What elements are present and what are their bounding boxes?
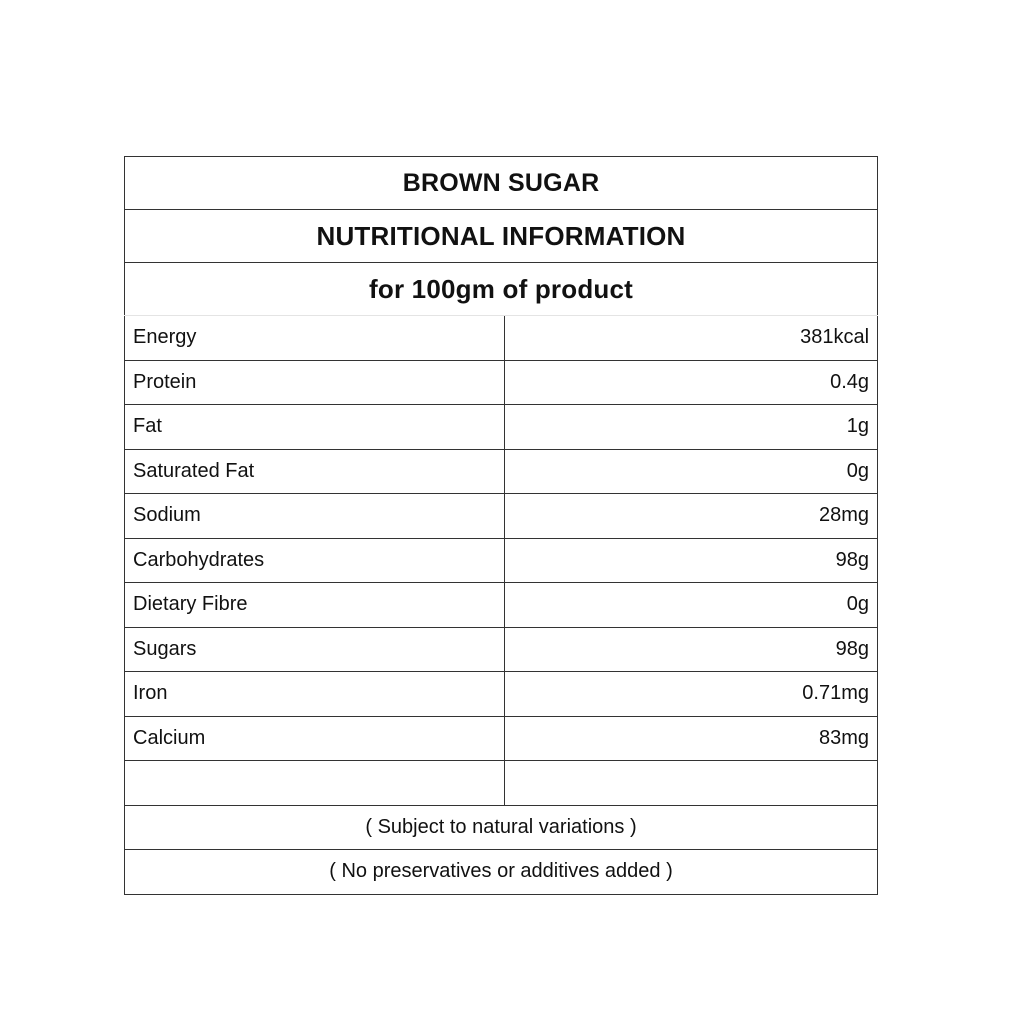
nutrient-row: [125, 716, 878, 761]
nutrient-value: 0.4g: [505, 360, 878, 405]
nutrient-name: Sodium: [125, 494, 505, 539]
nutrient-value: 83mg: [505, 716, 878, 761]
nutrient-row: [125, 627, 878, 672]
nutrient-row: [125, 672, 878, 717]
nutrient-value: 98g: [505, 538, 878, 583]
serving-basis-row: [125, 263, 878, 316]
nutrient-value: 0.71mg: [505, 672, 878, 717]
nutrient-row: [125, 316, 878, 361]
nutrient-name: Protein: [125, 360, 505, 405]
nutrient-row: [125, 449, 878, 494]
nutrient-name: Energy: [125, 316, 505, 361]
product-name-row: [125, 157, 878, 210]
nutrient-name: Dietary Fibre: [125, 583, 505, 628]
nutrient-row: [125, 405, 878, 450]
product-name: BROWN SUGAR: [125, 157, 878, 210]
nutrient-value: 1g: [505, 405, 878, 450]
nutrient-name: Carbohydrates: [125, 538, 505, 583]
nutrient-row: [125, 360, 878, 405]
nutrient-value: 0g: [505, 449, 878, 494]
nutrient-name: [125, 761, 505, 806]
note-row: [125, 805, 878, 850]
heading-row: [125, 210, 878, 263]
nutrient-row: [125, 538, 878, 583]
nutrition-heading: NUTRITIONAL INFORMATION: [125, 210, 878, 263]
nutrient-value: 28mg: [505, 494, 878, 539]
nutrient-name: Sugars: [125, 627, 505, 672]
nutrient-name: Iron: [125, 672, 505, 717]
serving-basis: for 100gm of product: [125, 263, 878, 316]
variation-note: ( Subject to natural variations ): [125, 805, 878, 850]
nutrient-row: [125, 494, 878, 539]
nutrient-row: [125, 583, 878, 628]
note-row: [125, 850, 878, 895]
nutrient-value: [505, 761, 878, 806]
nutrient-value: 381kcal: [505, 316, 878, 361]
nutrition-table: [124, 156, 878, 895]
empty-nutrient-row: [125, 761, 878, 806]
nutrient-name: Calcium: [125, 716, 505, 761]
nutrient-value: 98g: [505, 627, 878, 672]
preservatives-note: ( No preservatives or additives added ): [125, 850, 878, 895]
nutrient-value: 0g: [505, 583, 878, 628]
nutrient-name: Saturated Fat: [125, 449, 505, 494]
nutrient-name: Fat: [125, 405, 505, 450]
